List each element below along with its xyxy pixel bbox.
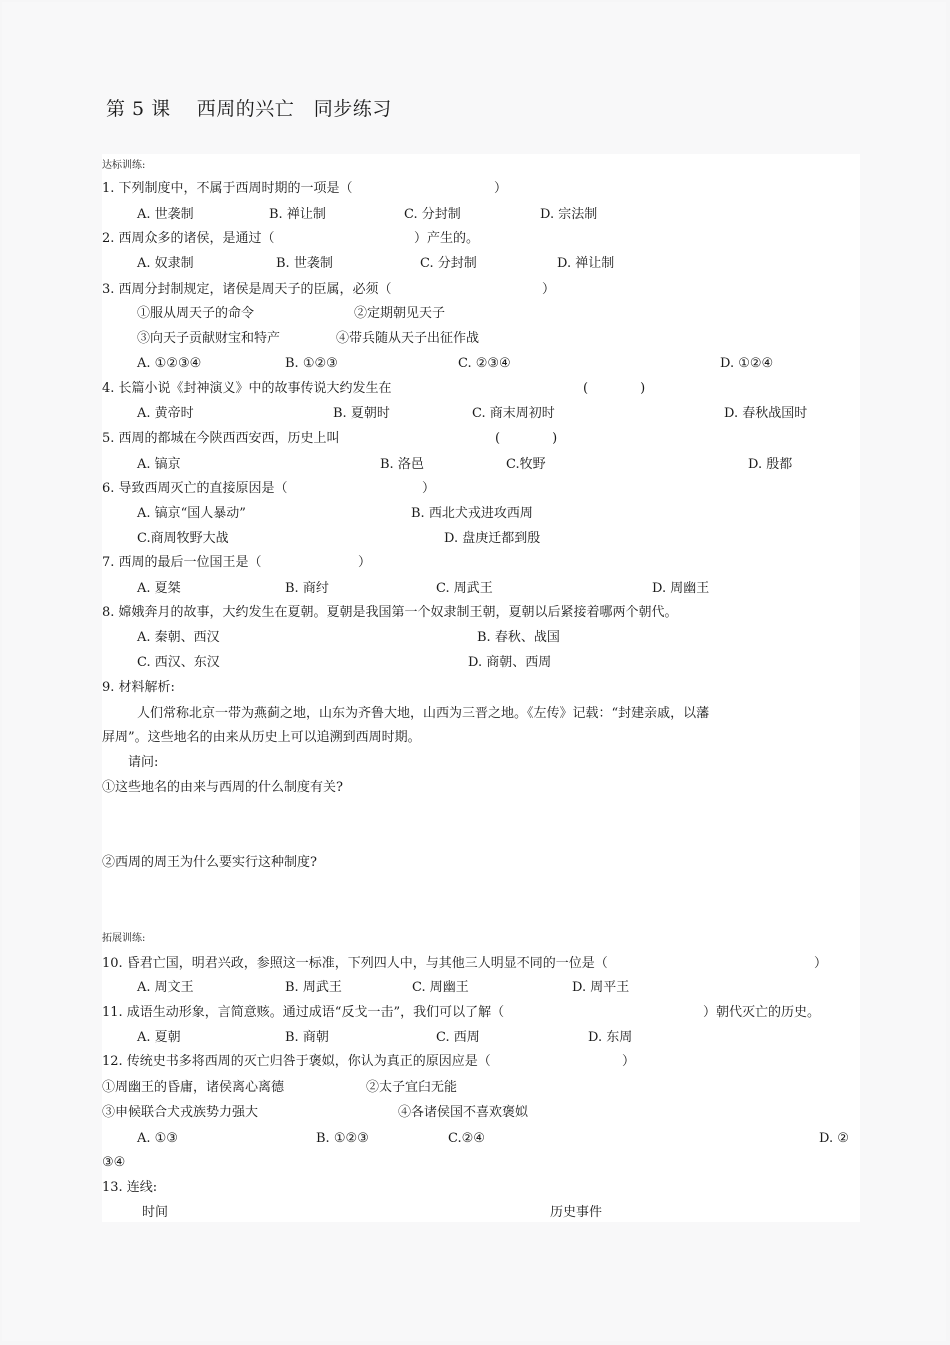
q11-option-d: D. 东周: [588, 1030, 633, 1045]
q5-option-c: C.牧野: [506, 457, 546, 472]
page-title: 第 5 课 西周的兴亡 同步练习: [106, 98, 392, 120]
q11-option-c: C. 西周: [436, 1030, 480, 1045]
q10-paren: ）: [814, 956, 828, 971]
q6-stem: 6. 导致西周灭亡的直接原因是（: [102, 481, 288, 496]
q9-stem: 9. 材料解析:: [102, 680, 175, 695]
q11-option-a: A. 夏朝: [137, 1030, 181, 1045]
q3-item-2: ②定期朝见天子: [354, 306, 446, 321]
q3-option-a: A. ①②③④: [137, 356, 202, 371]
q2-option-b: B. 世袭制: [276, 256, 333, 271]
q2-option-c: C. 分封制: [420, 256, 477, 271]
q9-ask: 请问:: [128, 755, 159, 770]
q12-paren: ）: [622, 1054, 636, 1069]
q10-option-b: B. 周武王: [285, 980, 342, 995]
q2-option-d: D. 禅让制: [557, 256, 615, 271]
q3-paren: ）: [542, 282, 556, 297]
q10-option-d: D. 周平王: [572, 980, 630, 995]
q1-stem: 1. 下列制度中，不属于西周时期的一项是（: [102, 181, 353, 196]
q10-option-a: A. 周文王: [137, 980, 194, 995]
section-heading: 达标训练:: [102, 160, 146, 171]
q10-stem: 10. 昏君亡国，明君兴政，参照这一标准，下列四人中，与其他三人明显不同的一位是（: [102, 956, 608, 971]
q8-option-b: B. 春秋、战国: [477, 630, 560, 645]
q4-option-c: C. 商末周初时: [472, 406, 555, 421]
q7-stem: 7. 西周的最后一位国王是（: [102, 555, 262, 570]
q3-option-c: C. ②③④: [458, 356, 511, 371]
q5-option-a: A. 镐京: [137, 457, 181, 472]
q3-stem: 3. 西周分封制规定，诸侯是周天子的臣属，必须（: [102, 282, 392, 297]
q12-option-d: D. ②: [819, 1131, 849, 1146]
q2-option-a: A. 奴隶制: [137, 256, 194, 271]
q2-paren: ）产生的。: [414, 231, 480, 246]
q9-sub-question-1: ①这些地名的由来与西周的什么制度有关?: [102, 780, 343, 795]
q9-passage-line-2: 屏周”。这些地名的由来从历史上可以追溯到西周时期。: [102, 730, 421, 745]
q2-stem: 2. 西周众多的诸侯，是通过（: [102, 231, 275, 246]
q12-item-1: ①周幽王的昏庸，诸侯离心离德: [102, 1080, 285, 1095]
q13-stem: 13. 连线:: [102, 1180, 158, 1195]
q12-stem: 12. 传统史书多将西周的灭亡归咎于褒姒，你认为真正的原因应是（: [102, 1054, 491, 1069]
q5-stem: 5. 西周的都城在今陕西西安西，历史上叫: [102, 431, 340, 446]
q5-option-d: D. 殷都: [748, 457, 793, 472]
q13-column-time: 时间: [142, 1205, 169, 1220]
q3-item-4: ④带兵随从天子出征作战: [336, 331, 480, 346]
q4-option-d: D. 春秋战国时: [724, 406, 808, 421]
q1-option-a: A. 世袭制: [137, 207, 194, 222]
q8-stem: 8. 嫦娥奔月的故事，大约发生在夏朝。夏朝是我国第一个奴隶制王朝，夏朝以后紧接着哪两个朝代。: [102, 605, 678, 620]
q11-paren: ）朝代灭亡的历史。: [703, 1005, 821, 1020]
q9-sub-question-2: ②西周的周王为什么要实行这种制度?: [102, 855, 317, 870]
q7-option-b: B. 商纣: [285, 581, 329, 596]
q6-option-c: C.商周牧野大战: [137, 531, 229, 546]
q6-option-d: D. 盘庚迁都到殷: [444, 531, 541, 546]
q11-stem: 11. 成语生动形象，言简意赅。通过成语“反戈一击”，我们可以了解（: [102, 1005, 505, 1020]
q11-option-b: B. 商朝: [285, 1030, 329, 1045]
q1-paren: ）: [494, 181, 508, 196]
q12-option-d-continued: ③④: [102, 1155, 126, 1170]
worksheet: [102, 154, 860, 1222]
q6-option-b: B. 西北犬戎进攻西周: [411, 506, 533, 521]
q1-option-d: D. 宗法制: [540, 207, 598, 222]
q12-option-a: A. ①③: [137, 1131, 178, 1146]
q4-paren: ( ): [583, 381, 646, 396]
q5-paren: ( ): [495, 431, 558, 446]
q7-option-c: C. 周武王: [436, 581, 493, 596]
q4-option-b: B. 夏朝时: [333, 406, 390, 421]
q1-option-b: B. 禅让制: [269, 207, 326, 222]
q12-item-3: ③申候联合犬戎族势力强大: [102, 1105, 259, 1120]
section-heading: 拓展训练:: [102, 933, 146, 944]
q3-option-d: D. ①②④: [720, 356, 774, 371]
q13-column-event: 历史事件: [550, 1205, 603, 1220]
q5-option-b: B. 洛邑: [380, 457, 424, 472]
q3-option-b: B. ①②③: [285, 356, 338, 371]
q7-paren: ）: [358, 555, 372, 570]
q10-option-c: C. 周幽王: [412, 980, 469, 995]
q3-item-3: ③向天子贡献财宝和特产: [137, 331, 281, 346]
q12-option-c: C.②④: [448, 1131, 485, 1146]
q8-option-d: D. 商朝、西周: [468, 655, 552, 670]
q9-passage-line-1: 人们常称北京一带为燕蓟之地，山东为齐鲁大地，山西为三晋之地。《左传》记载：“封建亲戚，以藩: [137, 706, 710, 721]
q8-option-a: A. 秦朝、西汉: [137, 630, 220, 645]
q12-option-b: B. ①②③: [316, 1131, 369, 1146]
q1-option-c: C. 分封制: [404, 207, 461, 222]
q12-item-4: ④各诸侯国不喜欢褒姒: [398, 1105, 529, 1120]
q3-item-1: ①服从周天子的命令: [137, 306, 255, 321]
q8-option-c: C. 西汉、东汉: [137, 655, 220, 670]
q4-stem: 4. 长篇小说《封神演义》中的故事传说大约发生在: [102, 381, 392, 396]
q12-item-2: ②太子宜臼无能: [366, 1080, 458, 1095]
q6-paren: ）: [422, 481, 436, 496]
q7-option-d: D. 周幽王: [652, 581, 710, 596]
q7-option-a: A. 夏桀: [137, 581, 181, 596]
q4-option-a: A. 黄帝时: [137, 406, 194, 421]
q6-option-a: A. 镐京“国人暴动”: [137, 506, 246, 521]
